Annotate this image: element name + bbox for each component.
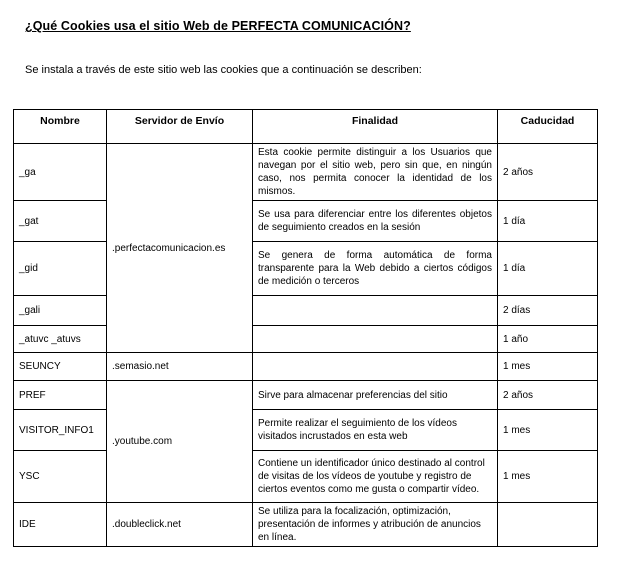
table-row: [14, 296, 598, 326]
server-cell: .perfectacomunicacion.es: [107, 144, 253, 353]
table-row: [14, 242, 598, 296]
table-row: [14, 353, 598, 381]
table-row: [14, 326, 598, 353]
purpose-cell: Permite realizar el seguimiento de los vídeos visitados incrustados en esta web: [253, 410, 498, 451]
cookie-name-cell: _ga: [14, 144, 107, 201]
column-header-finalidad: Finalidad: [253, 110, 498, 144]
purpose-cell: [253, 296, 498, 326]
document-page: [0, 19, 623, 547]
expiry-cell: 1 mes: [498, 353, 598, 381]
cookie-name-cell: PREF: [14, 381, 107, 410]
page-title: ¿Qué Cookies usa el sitio Web de PERFECTA COMUNICACIÓN?: [25, 19, 411, 33]
table-row: [14, 503, 598, 547]
table-header-row: [14, 110, 598, 144]
purpose-cell: Se usa para diferenciar entre los diferentes objetos de seguimiento creados en la sesión: [253, 201, 498, 242]
expiry-cell: 2 años: [498, 381, 598, 410]
cookie-name-cell: VISITOR_INFO1: [14, 410, 107, 451]
cookie-name-cell: YSC: [14, 451, 107, 503]
expiry-cell: 1 año: [498, 326, 598, 353]
cookie-name-cell: _gali: [14, 296, 107, 326]
cookie-name-cell: IDE: [14, 503, 107, 547]
table-row: [14, 144, 598, 201]
column-header-servidor: Servidor de Envío: [107, 110, 253, 144]
cookie-name-cell: _atuvc _atuvs: [14, 326, 107, 353]
purpose-cell: Contiene un identificador único destinado al control de visitas de los vídeos de youtube y registro de ciertos eventos como me gusta o compartir vídeo.: [253, 451, 498, 503]
table-row: [14, 381, 598, 410]
cookies-table: [13, 109, 598, 547]
expiry-cell: 1 mes: [498, 451, 598, 503]
expiry-cell: 1 día: [498, 242, 598, 296]
purpose-cell: Sirve para almacenar preferencias del sitio: [253, 381, 498, 410]
intro-paragraph: Se instala a través de este sitio web las cookies que a continuación se describen:: [25, 64, 422, 76]
server-cell: .doubleclick.net: [107, 503, 253, 547]
purpose-cell: Se genera de forma automática de forma transparente para la Web debido a ciertos códigos de medición o terceros: [253, 242, 498, 296]
purpose-cell: Esta cookie permite distinguir a los Usuarios que navegan por el sitio web, pero sin que, en ningún caso, nos permita conocer la identidad de los mismos.: [253, 144, 498, 201]
cookie-name-cell: _gat: [14, 201, 107, 242]
server-cell: .semasio.net: [107, 353, 253, 381]
cookie-name-cell: _gid: [14, 242, 107, 296]
purpose-cell: Se utiliza para la focalización, optimización, presentación de informes y atribución de anuncios en línea.: [253, 503, 498, 547]
table-body: [14, 144, 598, 547]
table-row: [14, 451, 598, 503]
expiry-cell: [498, 503, 598, 547]
expiry-cell: 1 día: [498, 201, 598, 242]
purpose-cell: [253, 353, 498, 381]
server-cell: .youtube.com: [107, 381, 253, 503]
expiry-cell: 1 mes: [498, 410, 598, 451]
expiry-cell: 2 años: [498, 144, 598, 201]
table-row: [14, 201, 598, 242]
purpose-cell: [253, 326, 498, 353]
column-header-caducidad: Caducidad: [498, 110, 598, 144]
table-row: [14, 410, 598, 451]
column-header-nombre: Nombre: [14, 110, 107, 144]
cookie-name-cell: SEUNCY: [14, 353, 107, 381]
expiry-cell: 2 días: [498, 296, 598, 326]
